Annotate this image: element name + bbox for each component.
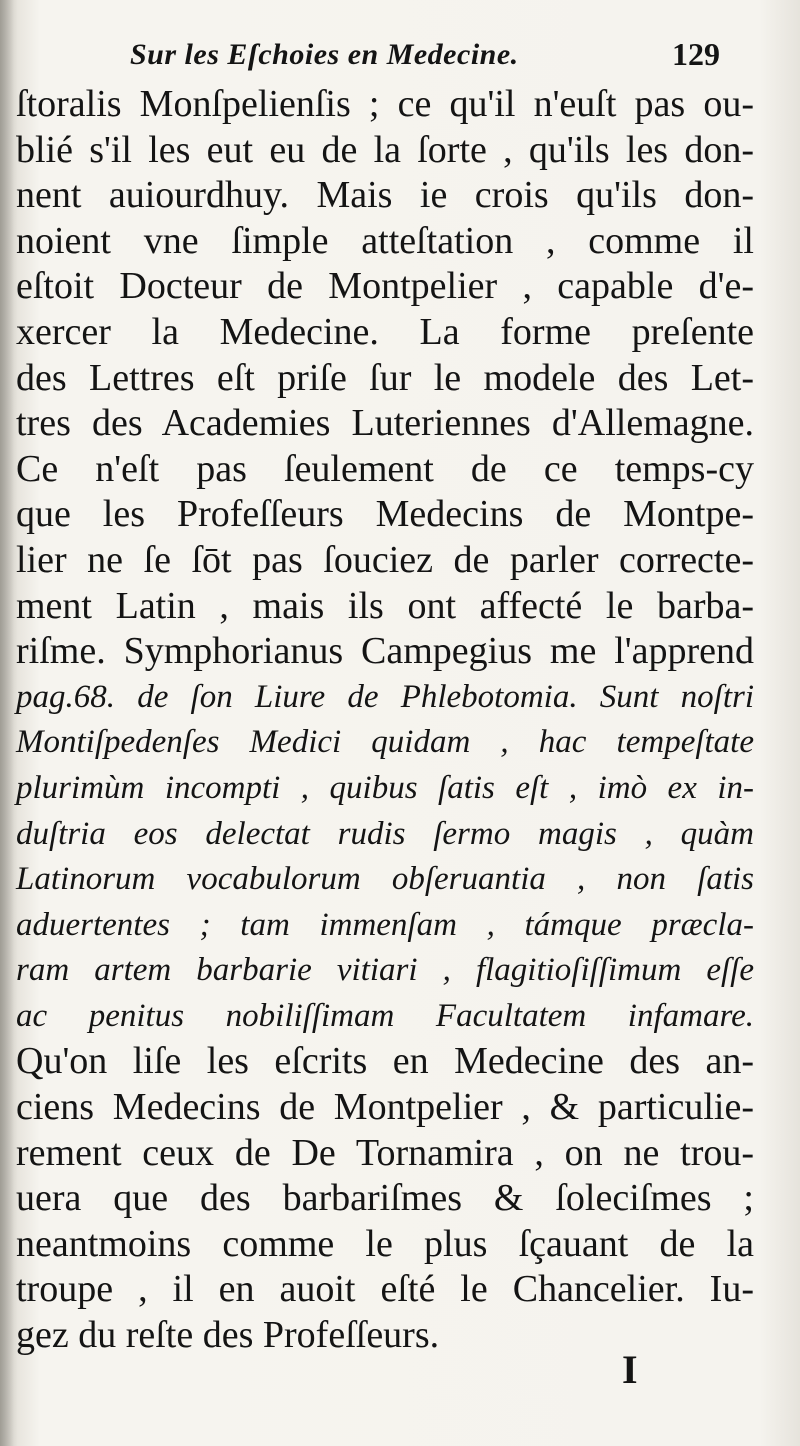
latin-quote-line: Montiſpedenſes Medici quidam , hac tempeſtate [16, 724, 754, 761]
text-line: troupe , il en auoit eſté le Chancelier. Iu- [16, 1268, 754, 1311]
latin-quote-line: Latinorum vocabulorum obſeruantia , non ſatis [16, 861, 754, 898]
page-number: 129 [672, 36, 720, 72]
text-line: des Lettres eſt priſe ſur le modele des Let- [16, 356, 754, 399]
latin-quote-line: ram artem barbarie vitiari , flagitioſiſſimum eſſe [16, 952, 754, 989]
text-line: uera que des barbariſmes & ſoleciſmes ; [16, 1177, 754, 1220]
text-line: lier ne ſe ſōt pas ſouciez de parler correcte- [16, 538, 754, 581]
gutter-shadow [0, 0, 14, 1446]
body-text [16, 82, 754, 1359]
latin-quote-line: duſtria eos delectat rudis ſermo magis , quàm [16, 815, 754, 852]
running-head: Sur les Eſchoies en Medecine. [130, 38, 519, 71]
text-line: Qu'on liſe les eſcrits en Medecine des an- [16, 1040, 754, 1083]
text-line: gez du reſte des Profeſſeurs. [16, 1314, 440, 1357]
latin-quote-line: pag.68. de ſon Liure de Phlebotomia. Sunt noſtri [16, 678, 754, 715]
text-line: riſme. Symphorianus Campegius me l'apprend [16, 630, 754, 673]
signature-mark: I [622, 1347, 638, 1392]
text-line: ſtoralis Monſpelienſis ; ce qu'il n'euſt pas ou- [16, 83, 754, 125]
text-line: Ce n'eſt pas ſeulement de ce temps-cy [16, 447, 754, 490]
text-line: neantmoins comme le plus ſçauant de la [16, 1222, 754, 1265]
latin-quote-line: aduertentes ; tam immenſam , támque præcla- [16, 906, 754, 943]
text-line: nent auiourdhuy. Mais ie crois qu'ils don- [16, 174, 754, 217]
text-line: ment Latin , mais ils ont affecté le barba- [16, 584, 754, 627]
text-line: tres des Academies Luteriennes d'Allemagne. [16, 402, 754, 445]
latin-quote-line: plurimùm incompti , quibus ſatis eſt , imò ex in- [16, 769, 754, 806]
latin-quote-line: ac penitus nobiliſſimam Facultatem infamare. [16, 997, 754, 1034]
text-line: xercer la Medecine. La forme preſente [16, 310, 754, 353]
text-line: noient vne ſimple atteſtation , comme il [16, 219, 754, 262]
text-line: blié s'il les eut eu de la ſorte , qu'ils les don- [16, 128, 754, 171]
text-line: eſtoit Docteur de Montpelier , capable d'e- [16, 265, 754, 308]
text-line: rement ceux de De Tornamira , on ne trou- [16, 1131, 754, 1174]
text-line: ciens Medecins de Montpelier , & particulie- [16, 1086, 754, 1129]
text-line: que les Profeſſeurs Medecins de Montpe- [16, 493, 754, 536]
